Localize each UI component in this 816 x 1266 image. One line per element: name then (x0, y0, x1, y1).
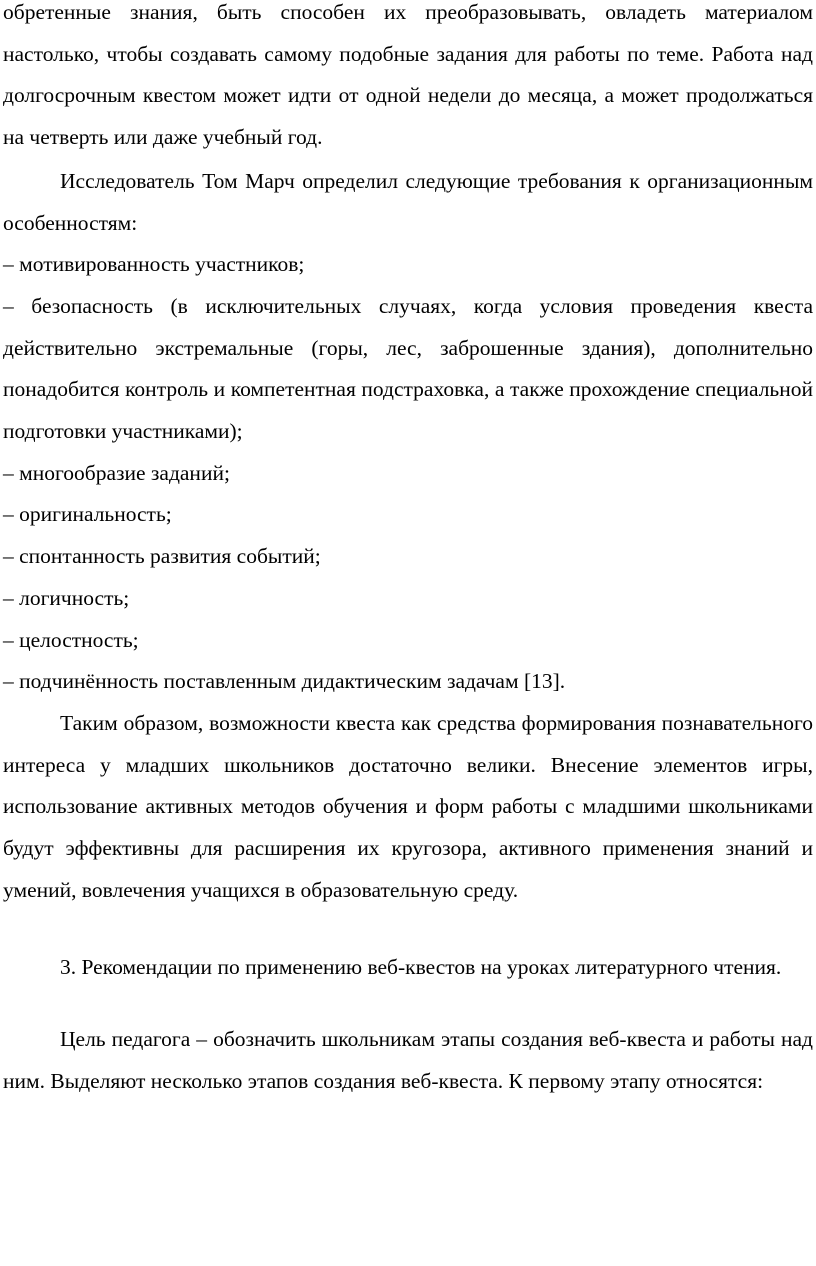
list-item: – спонтанность развития событий; (3, 544, 321, 569)
list-item: – оригинальность; (3, 502, 172, 527)
list-item: – безопасность (в исключительных случаях, когда условия проведения квеста действительно экстремальные (горы, лес, заброшенные здания), дополнительно понадобится контроль и компетентная подстраховка, а также прохождение специальной подготовки участниками); (3, 293, 813, 444)
list-item: – подчинённость поставленным дидактическим задачам [13]. (3, 669, 566, 694)
paragraph-conclusion: Таким образом, возможности квеста как средства формирования познавательного интереса у младших школьников достаточно велики. Внесение элементов игры, использование активных методов обучения и форм работы с младшими школьниками будут эффективны для расширения их кругозора, активного применения знаний и умений, вовлечения учащихся в образовательную среду. (3, 710, 813, 902)
list-item: – целостность; (3, 627, 139, 652)
requirements-list (3, 244, 813, 703)
spacer (3, 989, 813, 1019)
paragraph-requirements-intro: Исследователь Том Марч определил следующие требования к организационным особенностям: (3, 168, 813, 235)
paragraph-continuation: обретенные знания, быть способен их преобразовывать, овладеть материалом настолько, чтобы создавать самому подобные задания для работы по теме. Работа над долгосрочным квестом может идти от одной недели до месяца, а может продолжаться на четверть или даже учебный год. (3, 0, 813, 150)
list-item: – мотивированность участников; (3, 252, 305, 277)
list-item: – многообразие заданий; (3, 460, 230, 485)
section-heading: 3. Рекомендации по применению веб-квестов на уроках литературного чтения. (60, 955, 782, 980)
paragraph-teacher-goal: Цель педагога – обозначить школьникам этапы создания веб-квеста и работы над ним. Выделяют несколько этапов создания веб-квеста. К первому этапу относятся: (3, 1027, 813, 1093)
spacer (3, 911, 813, 947)
list-item: – логичность; (3, 585, 130, 610)
